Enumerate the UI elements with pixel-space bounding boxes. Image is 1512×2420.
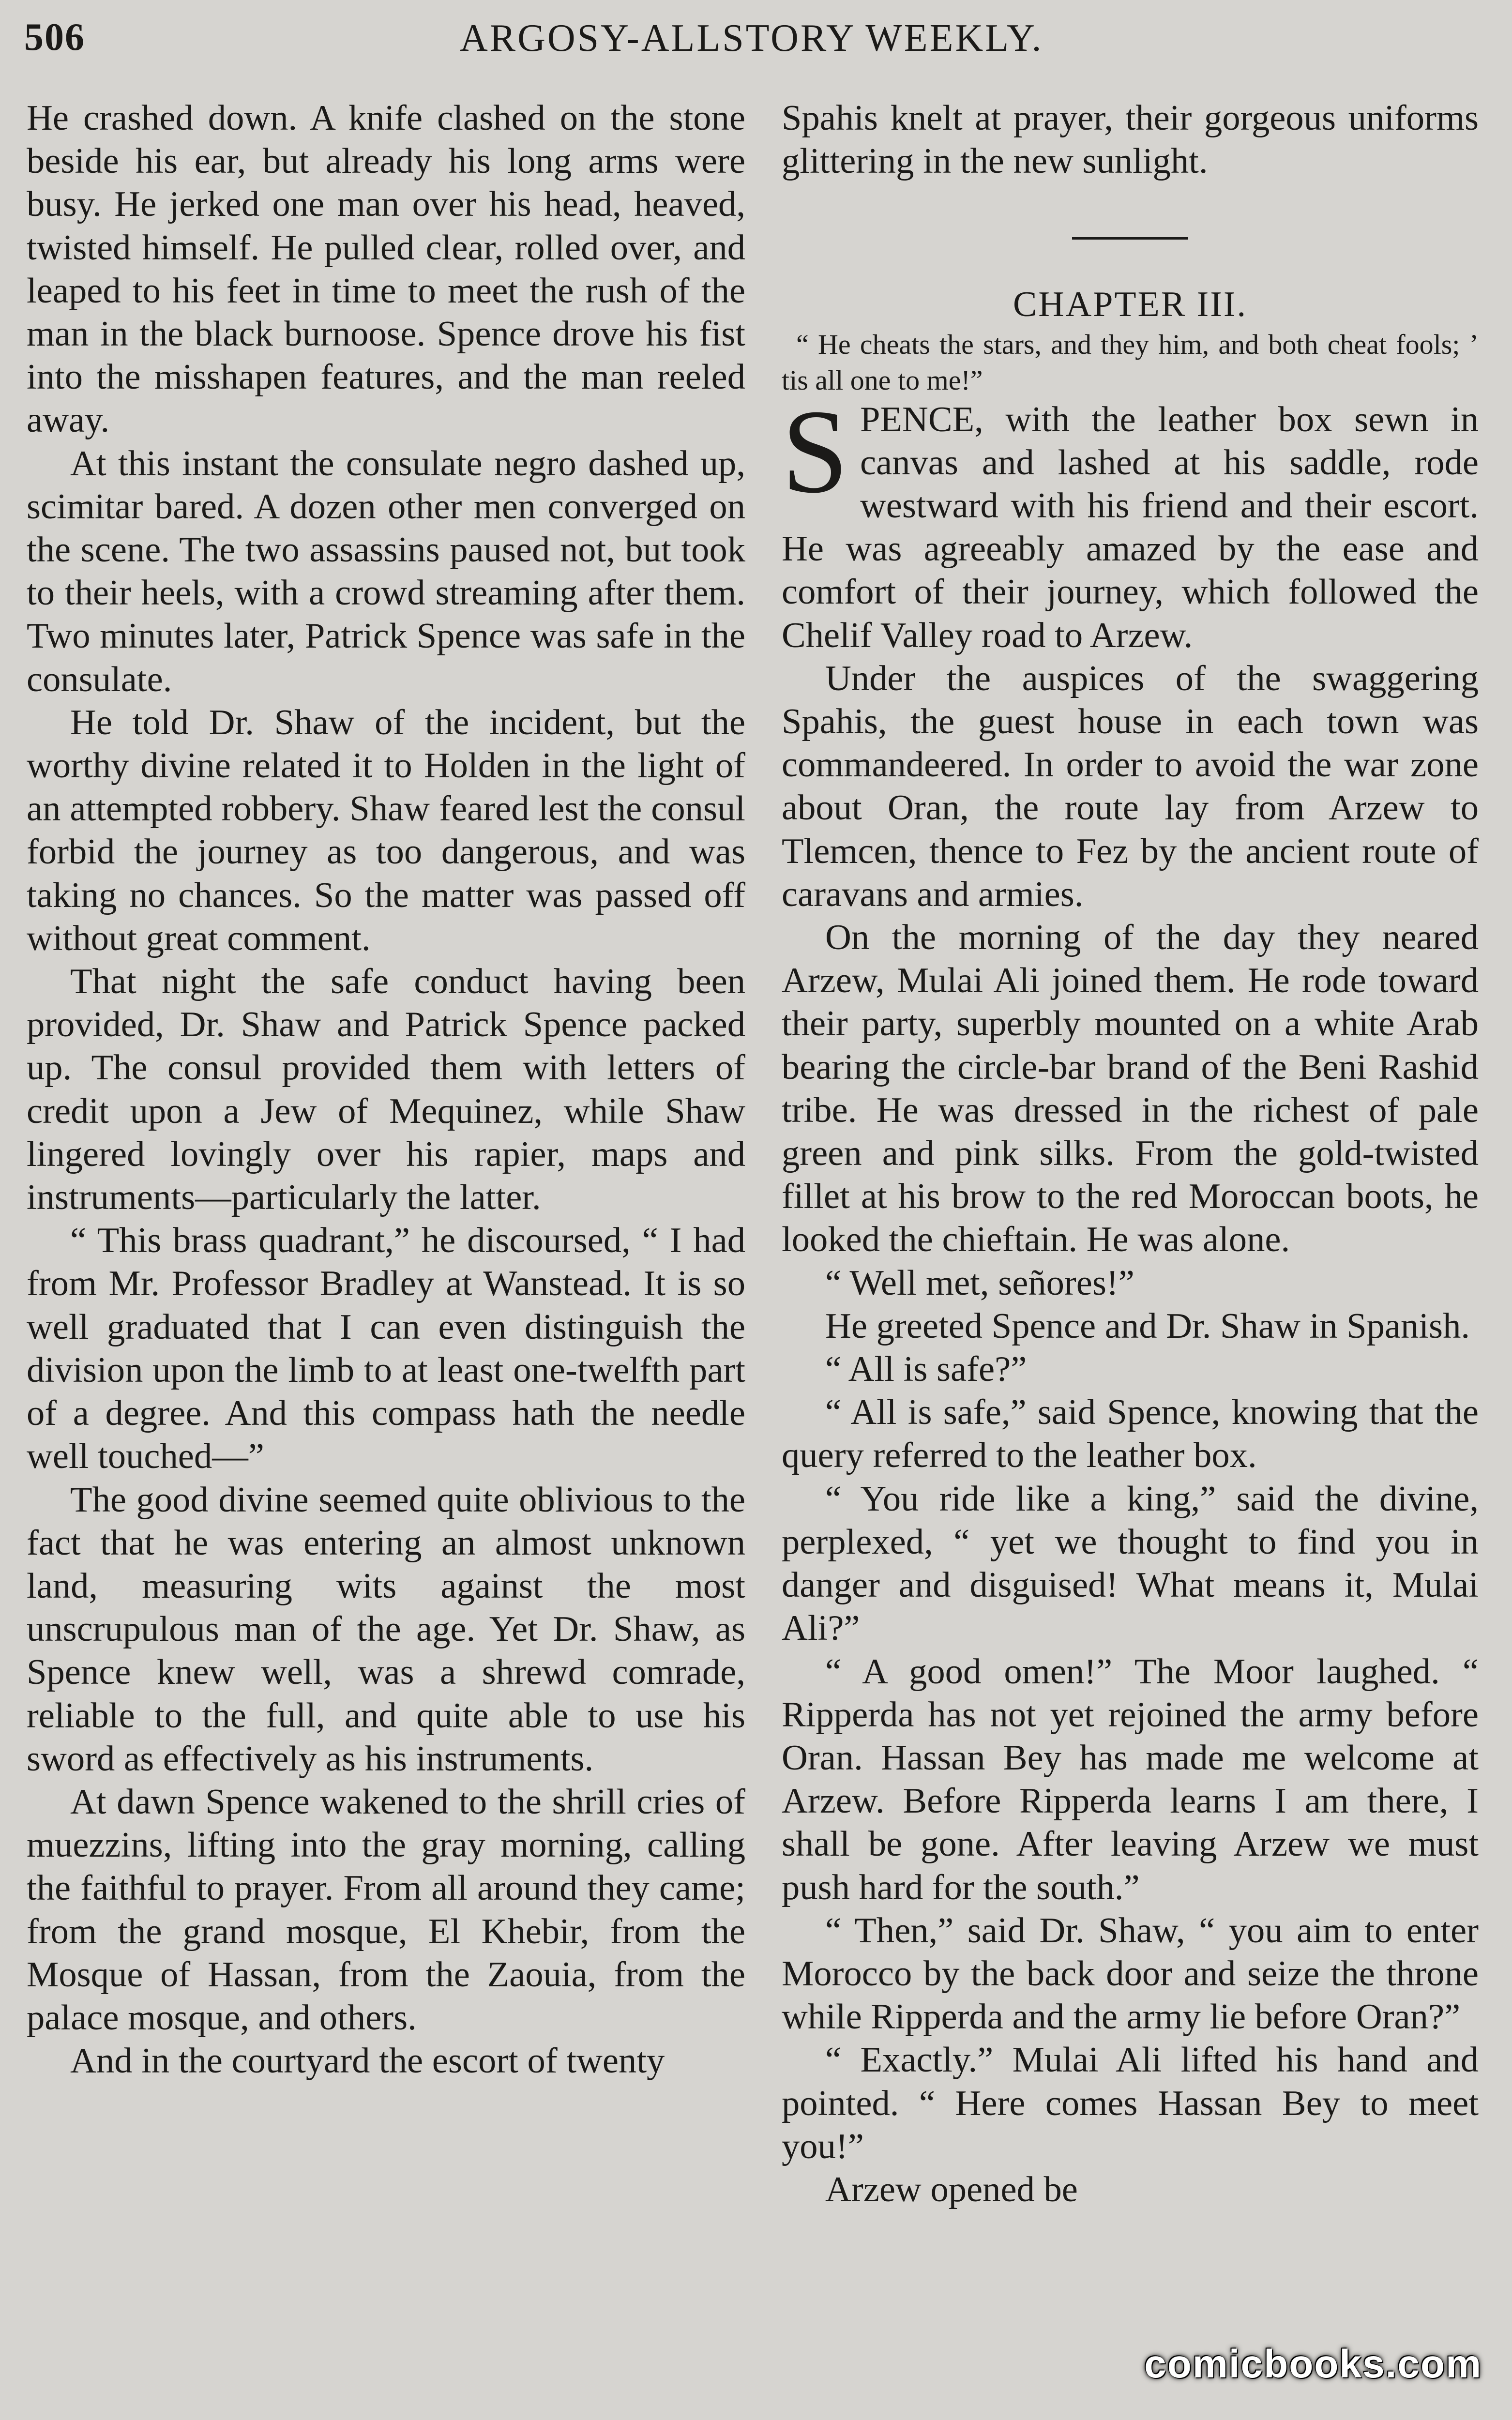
paragraph: “ All is safe,” said Spence, knowing that the query referred to the leather box. [782,1392,1479,1476]
paragraph: At this instant the consulate negro dashed up, scimitar bared. A dozen other men converged on the scene. The two assassins paused not, but took to their heels, with a crowd streaming after them. Two minutes later, Patrick Spence was safe in the consulate. [27,443,745,699]
paragraph: He greeted Spence and Dr. Shaw in Spanish. [825,1306,1470,1346]
chapter-title: CHAPTER III. [1013,285,1248,325]
paragraph: “ A good omen!” The Moor laughed. “ Ripperda has not yet rejoined the army before Oran. Hassan Bey has made me welcome at Arzew. Before Ripperda learns I am there, I shall be gone. After leaving Arzew we must push hard for the south.” [782,1651,1479,1907]
paragraph: “ You ride like a king,” said the divine, perplexed, “ yet we thought to find you in danger and disguised! What means it, Mulai Ali?” [782,1479,1479,1649]
paragraph: That night the safe conduct having been provided, Dr. Shaw and Patrick Spence packed up. The consul provided them with letters of credit upon a Jew of Mequinez, while Shaw lingered lovingly over his rapier, maps and instruments—particularly the latter. [27,962,745,1218]
paragraph: Spahis knelt at prayer, their gorgeous uniforms glittering in the new sunlight. [782,98,1479,182]
paragraph: At dawn Spence wakened to the shrill cries of muezzins, lifting into the gray morning, calling the faithful to prayer. From all around they came; from the grand mosque, El Khebir, from the Mosque of Hassan, from the Zaouia, from the palace mosque, and others. [27,1782,745,2038]
section-divider [1072,237,1188,240]
running-head: ARGOSY-ALLSTORY WEEKLY. [460,17,1043,60]
paragraph: Arzew opened be [825,2169,1078,2209]
paragraph: On the morning of the day they neared Arzew, Mulai Ali joined them. He rode toward their party, superbly mounted on a white Arab bearing the circle-bar brand of the Beni Rashid tribe. He was dressed in the richest of pale green and pink silks. From the gold-twisted fillet at his brow to the red Moroccan boots, he looked the chieftain. He was alone. [782,918,1479,1260]
opening-text: PENCE, with the leather box sewn in canvas and lashed at his saddle, rode westward with his friend and their escort. He was agreeably amazed by the ease and comfort of their journey, which followed the Chelif Valley road to Arzew. [782,399,1479,655]
page-header [24,11,1496,74]
chapter-opening-paragraph [782,384,1479,657]
page-number: 506 [24,16,85,59]
paragraph: “ Exactly.” Mulai Ali lifted his hand and pointed. “ Here comes Hassan Bey to meet you!” [782,2040,1479,2166]
right-column [782,97,1479,2211]
watermark: comicbooks.com [1144,2342,1482,2386]
paragraph: “ All is safe?” [825,1349,1027,1390]
left-column [27,97,745,2083]
paragraph: He crashed down. A knife clashed on the stone beside his ear, but already his long arms were busy. He jerked one man over his head, heaved, twisted himself. He pulled clear, rolled over, and leaped to his feet in time to meet the rush of the man in the black burnoose. Spence drove his fist into the misshapen features, and the man reeled away. [27,98,745,440]
paragraph: The good divine seemed quite oblivious to the fact that he was entering an almost unknown land, measuring wits against the most unscrupulous man of the age. Yet Dr. Shaw, as Spence knew well, was a shrewd comrade, reliable to the full, and quite able to use his sword as effectively as his instruments. [27,1480,745,1779]
drop-cap: S [782,384,848,518]
paragraph: And in the courtyard the escort of twenty [70,2041,665,2081]
epigraph: “ He cheats the stars, and they him, and both cheat fools; ’ tis all one to me!” [782,328,1479,396]
paragraph: He told Dr. Shaw of the incident, but the worthy divine related it to Holden in the light of an attempted robbery. Shaw feared lest the consul forbid the journey as too dangerous, and was taking no chances. So the matter was passed off without great comment. [27,702,745,958]
paragraph: “ Then,” said Dr. Shaw, “ you aim to enter Morocco by the back door and seize the throne while Ripperda and the army lie before Oran?” [782,1910,1479,2037]
paragraph: Under the auspices of the swaggering Spahis, the guest house in each town was commandeered. In order to avoid the war zone about Oran, the route lay from Arzew to Tlemcen, thence to Fez by the ancient route of caravans and armies. [782,658,1479,914]
paragraph: “ Well met, señores!” [825,1263,1134,1303]
paragraph: “ This brass quadrant,” he discoursed, “ I had from Mr. Professor Bradley at Wanstead. It is so well graduated that I can even distinguish the division upon the limb to at least one-twelfth part of a degree. And this compass hath the needle well touched—” [27,1221,745,1477]
